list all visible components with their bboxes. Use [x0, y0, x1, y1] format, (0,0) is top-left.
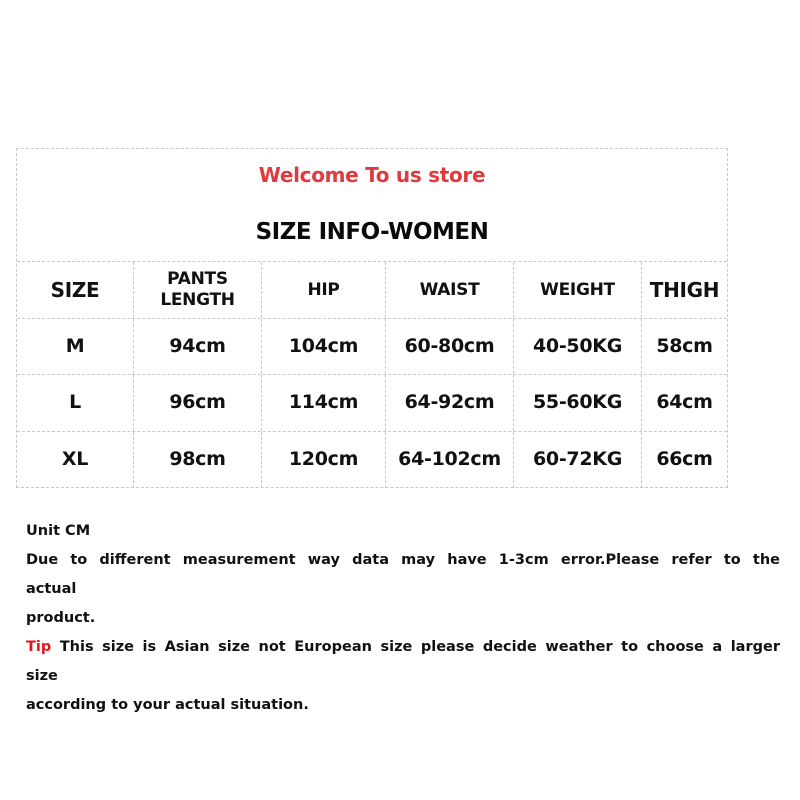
table-row [17, 319, 727, 376]
column-header-weight: WEIGHT [514, 262, 642, 318]
table-row [17, 432, 727, 489]
size-grid [17, 262, 727, 488]
weight-cell: 60-72KG [514, 432, 642, 489]
pants-length-label: PANTS LENGTH [160, 269, 235, 310]
table-row [17, 375, 727, 432]
pants-length-cell: 98cm [134, 432, 262, 489]
hip-cell: 114cm [262, 375, 386, 431]
column-header-pants-length [134, 262, 262, 318]
hip-cell: 104cm [262, 319, 386, 375]
column-header-hip: HIP [262, 262, 386, 318]
size-cell: M [17, 319, 134, 375]
table-title-block [17, 149, 727, 262]
tip-note-line-1 [26, 633, 780, 691]
tip-note-line-2: according to your actual situation. [26, 697, 309, 713]
thigh-cell: 64cm [656, 391, 713, 414]
unit-note: Unit CM [26, 523, 91, 539]
size-chart-table [16, 148, 728, 488]
thigh-cell: 58cm [656, 334, 713, 357]
error-note-line-1: Due to different measurement way data may have 1-3cm error.Please refer to the actual [26, 552, 780, 597]
waist-cell: 60-80cm [386, 319, 514, 375]
welcome-heading: Welcome To us store [258, 163, 486, 187]
tip-text: This size is Asian size not European size please decide weather to choose a larger size [26, 639, 780, 684]
column-header-thigh: THIGH [649, 277, 720, 302]
hip-cell: 120cm [262, 432, 386, 489]
size-notes [26, 517, 780, 720]
weight-cell: 40-50KG [514, 319, 642, 375]
size-cell: XL [17, 432, 134, 489]
column-header-size: SIZE [17, 262, 134, 318]
size-cell: L [17, 375, 134, 431]
column-header-waist: WAIST [386, 262, 514, 318]
size-info-title: SIZE INFO-WOMEN [255, 219, 489, 245]
header-row [17, 262, 727, 319]
pants-length-cell: 96cm [134, 375, 262, 431]
error-note-line-2: product. [26, 610, 96, 626]
tip-label: Tip [26, 639, 52, 655]
waist-cell: 64-92cm [386, 375, 514, 431]
weight-cell: 55-60KG [514, 375, 642, 431]
thigh-cell: 66cm [656, 448, 713, 471]
pants-length-cell: 94cm [134, 319, 262, 375]
waist-cell: 64-102cm [386, 432, 514, 489]
